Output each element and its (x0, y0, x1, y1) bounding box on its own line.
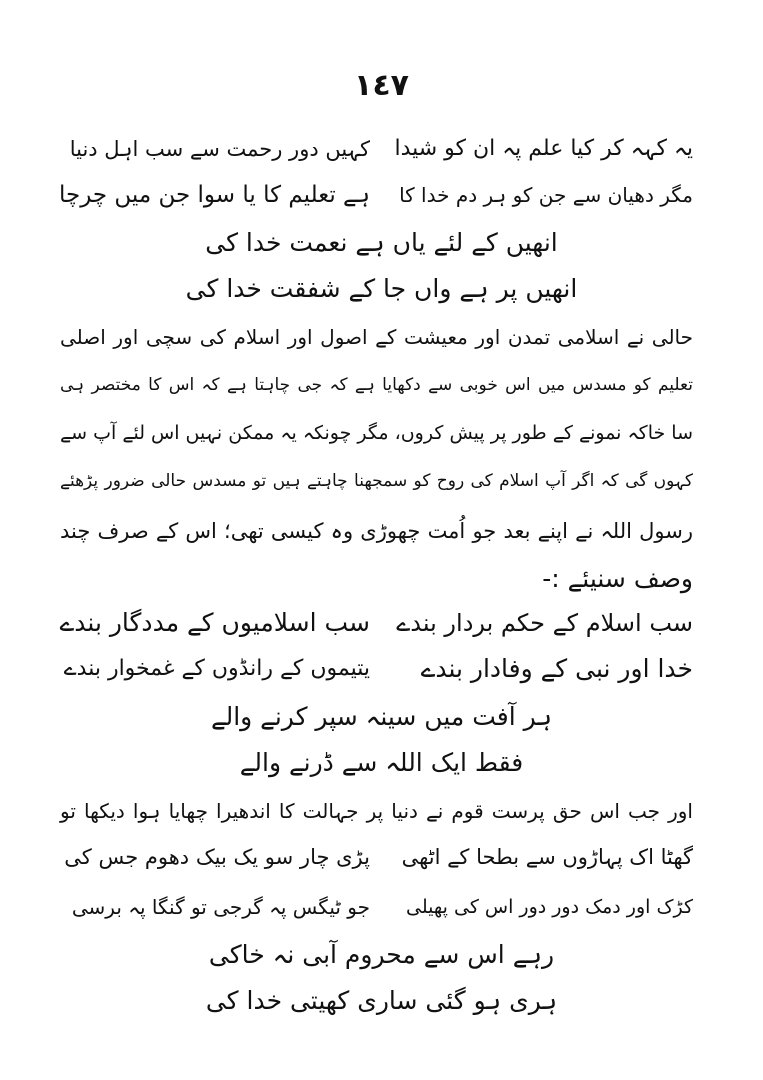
stanza1-line4: انھیں پر ہے واں جا کے شفقت خدا کی (185, 274, 578, 303)
stanza3-line1-right: گھٹا اک پہاڑوں سے بطحا کے اٹھی (401, 845, 693, 869)
stanza2-line4: فقط ایک اللہ سے ڈرنے والے (239, 748, 524, 777)
stanza1-line2-left: ہے تعلیم کا یا سوا جن میں چرچا (58, 182, 370, 208)
stanza2-line2-right: خدا اور نبی کے وفادار بندے (420, 654, 693, 683)
stanza3-line3: رہے اس سے محروم آبی نہ خاکی (208, 940, 555, 969)
stanza3-line1-left: پڑی چار سو یک بیک دھوم جس کی (64, 845, 370, 869)
prose-line-1: حالی نے اسلامی تمدن اور معیشت کے اصول اور اسلام کی سچی اور اصلی (60, 325, 693, 349)
stanza3-line4: ہری ہو گئی ساری کھیتی خدا کی (205, 986, 558, 1015)
stanza1-line3: انھیں کے لئے یاں ہے نعمت خدا کی (205, 228, 558, 257)
prose2-line: اور جب اس حق پرست قوم نے دنیا پر جہالت کا اندھیرا چھایا ہوا دیکھا تو (60, 799, 693, 823)
prose-line-6: وصف سنیئے :- (542, 564, 693, 593)
prose-line-5: رسول اللہ نے اپنے بعد جو اُمت چھوڑی وہ کیسی تھی؛ اس کے صرف چند (60, 519, 693, 543)
stanza1-line1-right: یہ کہہ کر کیا علم پہ ان کو شیدا (394, 136, 693, 161)
prose-line-2: تعلیم کو مسدس میں اس خوبی سے دکھایا ہے کہ جی چاہتا ہے کہ اس کا مختصر ہی (60, 375, 693, 395)
stanza2-line1-left: سب اسلامیوں کے مددگار بندے (59, 608, 370, 637)
stanza3-line2-left: جو ٹیگس پہ گرجی تو گنگا پہ برسی (71, 895, 370, 919)
stanza2-line1-right: سب اسلام کے حکم بردار بندے (396, 609, 693, 637)
stanza1-line1-left: کہیں دور رحمت سے سب اہل دنیا (69, 137, 370, 161)
stanza3-line2-right: کڑک اور دمک دور دور اس کی پھیلی (406, 896, 693, 918)
prose-line-3: سا خاکہ نمونے کے طور پر پیش کروں، مگر چونکہ یہ ممکن نہیں اس لئے آپ سے (60, 422, 693, 444)
stanza1-line2-right: مگر دھیان سے جن کو ہر دم خدا کا (399, 183, 693, 207)
stanza2-line3: ہر آفت میں سینہ سپر کرنے والے (210, 702, 553, 731)
page-number: ١٤٧ (354, 68, 409, 103)
prose-line-4: کہوں گی کہ اگر آپ اسلام کی روح کو سمجھنا چاہتے ہیں تو مسدس حالی ضرور پڑھئے (60, 471, 693, 491)
stanza2-line2-left: یتیموں کے رانڈوں کے غمخوار بندے (63, 656, 370, 681)
